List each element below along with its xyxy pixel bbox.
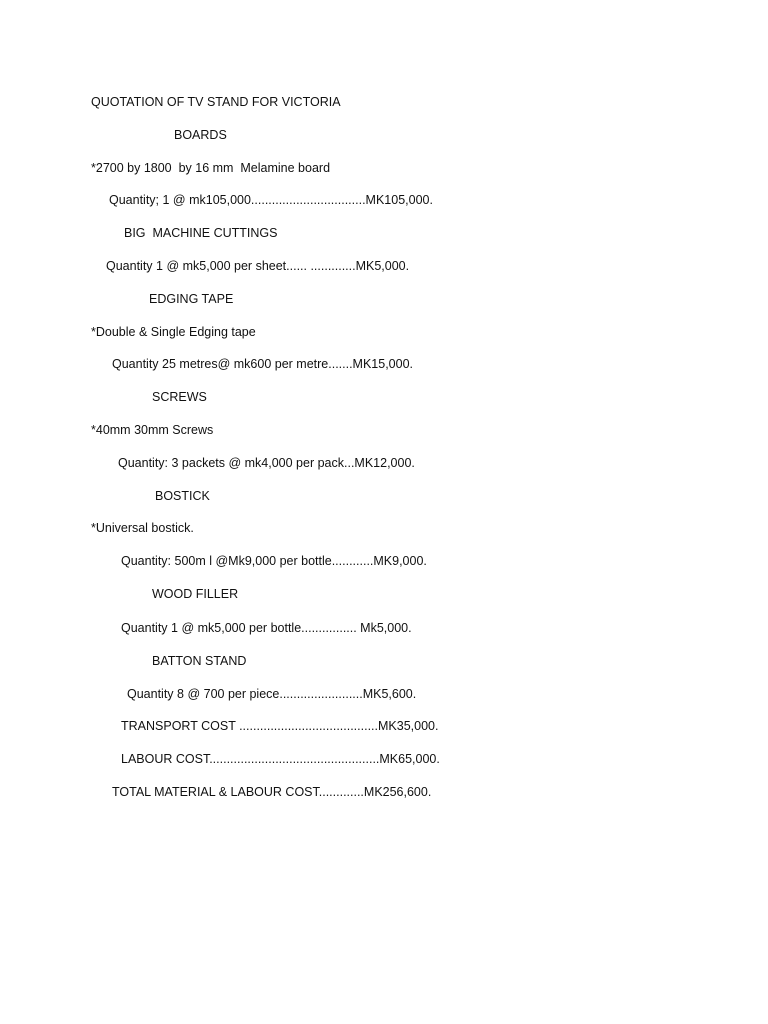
heading-wood-filler: WOOD FILLER [152, 587, 239, 601]
item-melamine-board: *2700 by 1800 by 16 mm Melamine board [91, 161, 331, 175]
qty-batton-stand: Quantity 8 @ 700 per piece........................MK5,600. [127, 687, 417, 701]
document-title: QUOTATION OF TV STAND FOR VICTORIA [91, 95, 341, 109]
total-cost: TOTAL MATERIAL & LABOUR COST.............MK256,600. [112, 785, 432, 799]
qty-bostick: Quantity: 500m l @Mk9,000 per bottle............MK9,000. [121, 554, 427, 568]
labour-cost: LABOUR COST.................................................MK65,000. [121, 752, 440, 766]
heading-screws: SCREWS [152, 390, 207, 404]
heading-bostick: BOSTICK [155, 489, 210, 503]
item-bostick: *Universal bostick. [91, 521, 194, 535]
qty-screws: Quantity: 3 packets @ mk4,000 per pack...MK12,000. [118, 456, 415, 470]
heading-batton-stand: BATTON STAND [152, 654, 247, 668]
heading-machine-cuttings: BIG MACHINE CUTTINGS [124, 226, 278, 240]
qty-edging-tape: Quantity 25 metres@ mk600 per metre.......MK15,000. [112, 357, 414, 371]
item-screws: *40mm 30mm Screws [91, 423, 214, 437]
qty-machine-cuttings: Quantity 1 @ mk5,000 per sheet...... .............MK5,000. [106, 259, 410, 273]
qty-wood-filler: Quantity 1 @ mk5,000 per bottle................ Mk5,000. [121, 621, 412, 635]
transport-cost: TRANSPORT COST ........................................MK35,000. [121, 719, 439, 733]
item-edging-tape: *Double & Single Edging tape [91, 325, 256, 339]
heading-edging-tape: EDGING TAPE [149, 292, 234, 306]
qty-melamine-board: Quantity; 1 @ mk105,000.................................MK105,000. [109, 193, 433, 207]
heading-boards: BOARDS [174, 128, 227, 142]
